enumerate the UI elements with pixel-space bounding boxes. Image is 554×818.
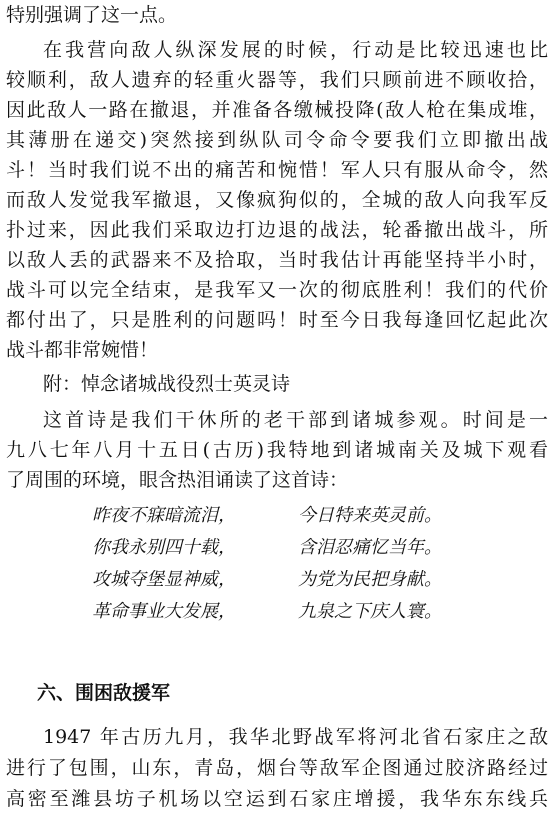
paragraph-line: 其薄册在递交)突然接到纵队司令命令要我们立即撤出战 <box>6 129 548 151</box>
paragraph-line: 进行了包围，山东，青岛，烟台等敌军企图通过胶济路经过 <box>6 757 548 779</box>
paragraph-line: 较顺利，敌人遗弃的轻重火器等，我们只顾前进不顾收拾， <box>6 69 548 91</box>
poem-line-left: 攻城夺堡显神威， <box>92 569 236 590</box>
paragraph-line: 战斗可以完全结束，是我军又一次的彻底胜利！我们的代价 <box>6 279 548 301</box>
appendix-title: 附：悼念诸城战役烈士英灵诗 <box>43 373 291 395</box>
poem-line-right: 为党为民把身献。 <box>298 569 442 590</box>
paragraph-line: 高密至潍县坊子机场以空运到石家庄增援，我华东东线兵 <box>6 788 548 810</box>
paragraph-line: 在我营向敌人纵深发展的时候，行动是比较迅速也比 <box>43 39 548 61</box>
poem-line-right: 今日特来英灵前。 <box>298 505 442 526</box>
paragraph-line: 1947 年古历九月，我华北野战军将河北省石家庄之敌 <box>43 726 548 748</box>
paragraph-line: 扑过来，因此我们采取边打边退的战法，轮番撤出战斗，所 <box>6 219 548 241</box>
poem-line-right: 含泪忍痛忆当年。 <box>298 537 442 558</box>
paragraph-line: 因此敌人一路在撤退，并准备各缴械投降(敌人枪在集成堆， <box>6 99 548 121</box>
section-heading: 六、围困敌援军 <box>37 682 171 704</box>
poem-line-right: 九泉之下庆人寰。 <box>298 601 442 622</box>
paragraph-line: 斗！当时我们说不出的痛苦和惋惜！军人只有服从命令，然 <box>6 159 548 181</box>
paragraph-line: 特别强调了这一点。 <box>6 4 178 26</box>
poem-line-left: 你我永别四十载， <box>92 537 236 558</box>
paragraph-line: 战斗都非常婉惜！ <box>6 339 159 361</box>
poem-line-left: 昨夜不寐暗流泪， <box>92 505 236 526</box>
paragraph-line: 而敌人发觉我军撤退，又像疯狗似的，全城的敌人向我军反 <box>6 189 548 211</box>
paragraph-line: 了周围的环境，眼含热泪诵读了这首诗： <box>6 469 349 491</box>
poem-line-left: 革命事业大发展， <box>92 601 236 622</box>
paragraph-line: 都付出了，只是胜利的问题吗！时至今日我每逢回忆起此次 <box>6 309 548 331</box>
paragraph-line: 这首诗是我们干休所的老干部到诸城参观。时间是一 <box>43 409 548 431</box>
paragraph-line: 以敌人丢的武器来不及拾取，当时我估计再能坚持半小时， <box>6 249 548 271</box>
paragraph-line: 九八七年八月十五日(古历)我特地到诸城南关及城下观看 <box>6 439 548 461</box>
